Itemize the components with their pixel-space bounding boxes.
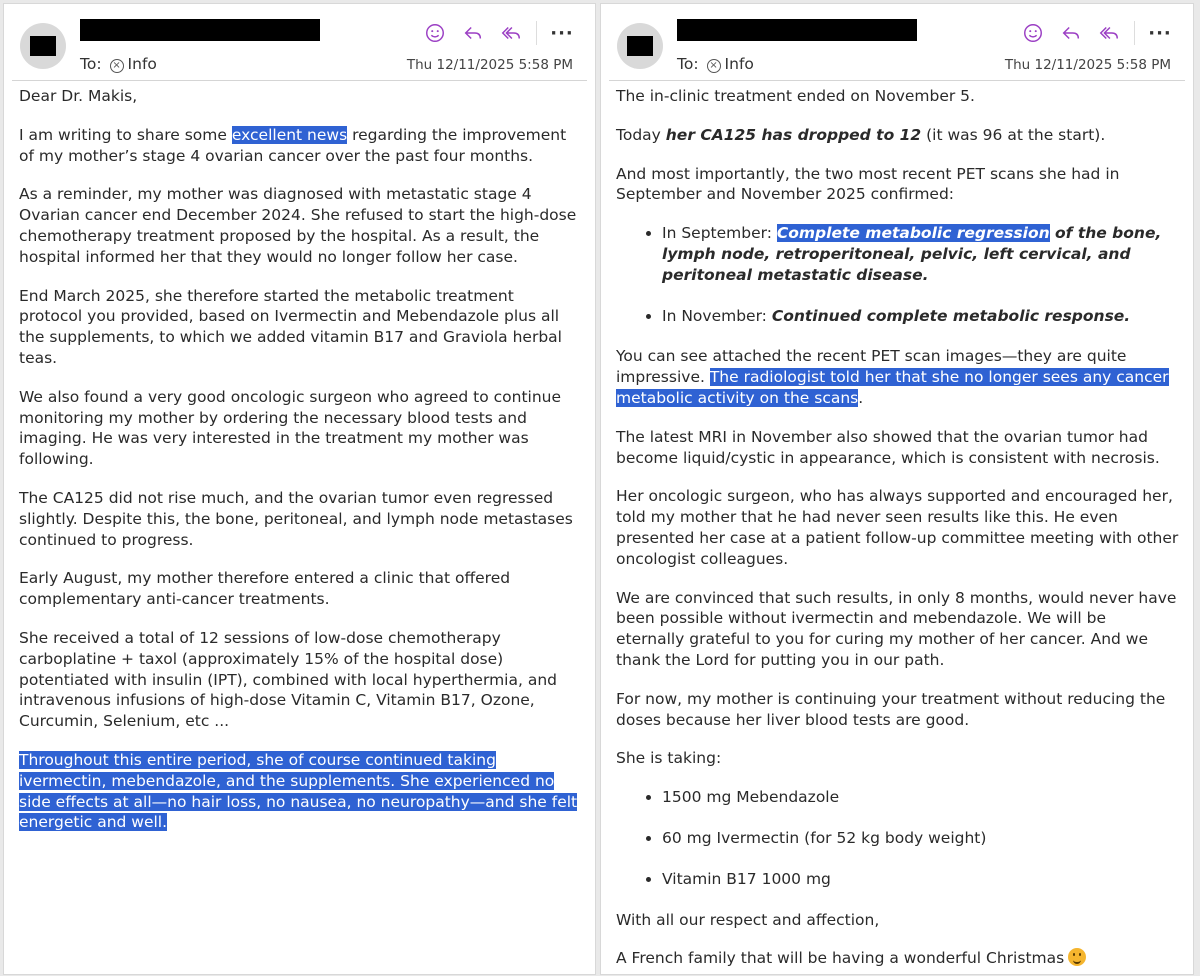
text: (it was 96 at the start). xyxy=(921,125,1106,144)
header-divider xyxy=(609,80,1185,81)
scan-results-list xyxy=(616,223,1179,326)
text: . xyxy=(858,388,864,407)
list-item: • 1500 mg Mebendazole xyxy=(662,787,1179,808)
paragraph: The CA125 did not rise much, and the ovarian tumor even regressed slightly. Despite this, the bone, peritoneal, and lymph node metastases continued to progress. xyxy=(19,488,573,549)
email-body xyxy=(19,86,581,851)
salutation: Dear Dr. Makis, xyxy=(19,87,138,105)
recipient-line xyxy=(80,55,157,73)
email-body xyxy=(616,86,1179,975)
smiley-icon xyxy=(424,22,446,44)
remove-recipient-icon[interactable]: × xyxy=(707,59,721,73)
paragraph xyxy=(616,125,1179,146)
sent-date: Thu 12/11/2025 5:58 PM xyxy=(1004,57,1171,73)
more-button[interactable] xyxy=(1147,20,1173,46)
reply-all-icon xyxy=(500,22,522,44)
to-label: To: xyxy=(677,55,699,73)
paragraph xyxy=(616,346,1179,408)
smiley-icon xyxy=(1022,22,1044,44)
selected-text: Complete metabolic regression xyxy=(776,224,1050,243)
message-actions xyxy=(1008,18,1173,48)
more-icon: ··· xyxy=(1148,22,1172,44)
email-pane-right xyxy=(600,3,1194,975)
paragraph: And most importantly, the two most recent PET scans she had in September and November 2025 confirmed: xyxy=(616,164,1120,204)
selected-text: The radiologist told her that she no longer sees any cancer metabolic activity on the scans xyxy=(616,368,1169,407)
email-header xyxy=(4,4,595,80)
recipient-name[interactable]: Info xyxy=(127,55,157,73)
email-header xyxy=(601,4,1193,80)
more-button[interactable] xyxy=(549,20,575,46)
paragraph: She is taking: xyxy=(616,749,722,768)
text: regarding the improvement of my mother’s stage 4 ovarian cancer over the past four months. xyxy=(19,125,567,165)
more-icon: ··· xyxy=(550,22,574,44)
recipient-line xyxy=(677,55,754,73)
reply-all-button[interactable] xyxy=(1096,20,1122,46)
reply-button[interactable] xyxy=(460,20,486,46)
dosage-list xyxy=(616,787,1179,889)
avatar-redaction xyxy=(627,36,653,56)
paragraph: As a reminder, my mother was diagnosed with metastatic stage 4 Ovarian cancer end December 2024. She refused to start the high-dose chemotherapy treatment proposed by the hospital. As a result, the hospital informed her that they would no longer follow her case. xyxy=(19,185,577,266)
paragraph: The latest MRI in November also showed that the ovarian tumor had become liquid/cystic in appearance, which is consistent with necrosis. xyxy=(616,427,1160,467)
paragraph: For now, my mother is continuing your treatment without reducing the doses because her liver blood tests are good. xyxy=(616,689,1166,729)
react-button[interactable] xyxy=(1020,20,1046,46)
paragraph: We also found a very good oncologic surgeon who agreed to continue monitoring my mother by ordering the necessary blood tests and imaging. He was very interested in the treatment my mother was following. xyxy=(19,387,562,469)
sent-date: Thu 12/11/2025 5:58 PM xyxy=(406,57,573,73)
to-label: To: xyxy=(80,55,102,73)
toolbar-divider xyxy=(1134,21,1135,45)
avatar xyxy=(20,23,66,69)
email-pane-left xyxy=(3,3,596,975)
toolbar-divider xyxy=(536,21,537,45)
paragraph: Her oncologic surgeon, who has always supported and encouraged her, told my mother that he had never seen results like this. He even presented her case at a patient follow-up committee meeting with other oncologist colleagues. xyxy=(616,487,1179,568)
selected-text: excellent news xyxy=(231,125,348,144)
list-item: • Vitamin B17 1000 mg xyxy=(662,869,1179,890)
reply-button[interactable] xyxy=(1058,20,1084,46)
sender-name-redacted xyxy=(677,19,917,41)
paragraph xyxy=(19,125,581,167)
avatar-redaction xyxy=(30,36,56,56)
reply-icon xyxy=(462,22,484,44)
selected-text: Throughout this entire period, she of course continued taking ivermectin, mebendazole, and the supplements. She experienced no side effects at all—no hair loss, no nausea, no neuropathy—and she felt energetic and well. xyxy=(19,750,578,832)
emphasis-text: her CA125 has dropped to 12 xyxy=(665,125,922,144)
smiling-face-icon xyxy=(1068,948,1086,966)
reply-all-icon xyxy=(1098,22,1120,44)
text: In November: xyxy=(662,306,772,325)
text: Today xyxy=(616,125,666,144)
reply-all-button[interactable] xyxy=(498,20,524,46)
list-item: • 60 mg Ivermectin (for 52 kg body weight) xyxy=(662,828,1179,849)
paragraph xyxy=(19,750,581,833)
header-divider xyxy=(12,80,587,81)
avatar xyxy=(617,23,663,69)
text: In September: xyxy=(662,224,777,243)
emphasis-text: Continued complete metabolic response. xyxy=(771,306,1131,325)
recipient-name[interactable]: Info xyxy=(724,55,754,73)
emphasis-text: of the bone, lymph node, retroperitoneal, pelvic, left cervical, and peritoneal metastatic disease. xyxy=(662,224,1162,284)
paragraph: End March 2025, she therefore started the metabolic treatment protocol you provided, based on Ivermectin and Mebendazole plus all the supplements, to which we added vitamin B17 and Graviola herbal teas. xyxy=(19,286,562,367)
react-button[interactable] xyxy=(422,20,448,46)
message-actions xyxy=(410,18,575,48)
list-item xyxy=(662,223,1179,285)
text: I am writing to share some xyxy=(19,125,232,144)
reply-icon xyxy=(1060,22,1082,44)
paragraph: The in-clinic treatment ended on November 5. xyxy=(616,87,975,105)
signature xyxy=(616,948,1179,969)
paragraph: We are convinced that such results, in only 8 months, would never have been possible without ivermectin and mebendazole. We will be eternally grateful to you for curing my mother of her cancer. And we thank the Lord for putting you in our path. xyxy=(616,588,1177,669)
sender-name-redacted xyxy=(80,19,320,41)
paragraph: Early August, my mother therefore entered a clinic that offered complementary anti-cancer treatments. xyxy=(19,569,511,609)
text: A French family that will be having a wonderful Christmas xyxy=(616,949,1065,968)
list-item xyxy=(662,306,1179,327)
text: You can see attached the recent PET scan images—they are quite impressive. xyxy=(616,347,1127,387)
paragraph: She received a total of 12 sessions of low-dose chemotherapy carboplatine + taxol (approximately 15% of the hospital dose) potentiated with insulin (IPT), combined with local hyperthermia, and intravenous infusions of high-dose Vitamin C, Vitamin B17, Ozone, Curcumin, Selenium, etc ... xyxy=(19,628,557,731)
remove-recipient-icon[interactable]: × xyxy=(110,59,124,73)
paragraph: With all our respect and affection, xyxy=(616,910,880,929)
